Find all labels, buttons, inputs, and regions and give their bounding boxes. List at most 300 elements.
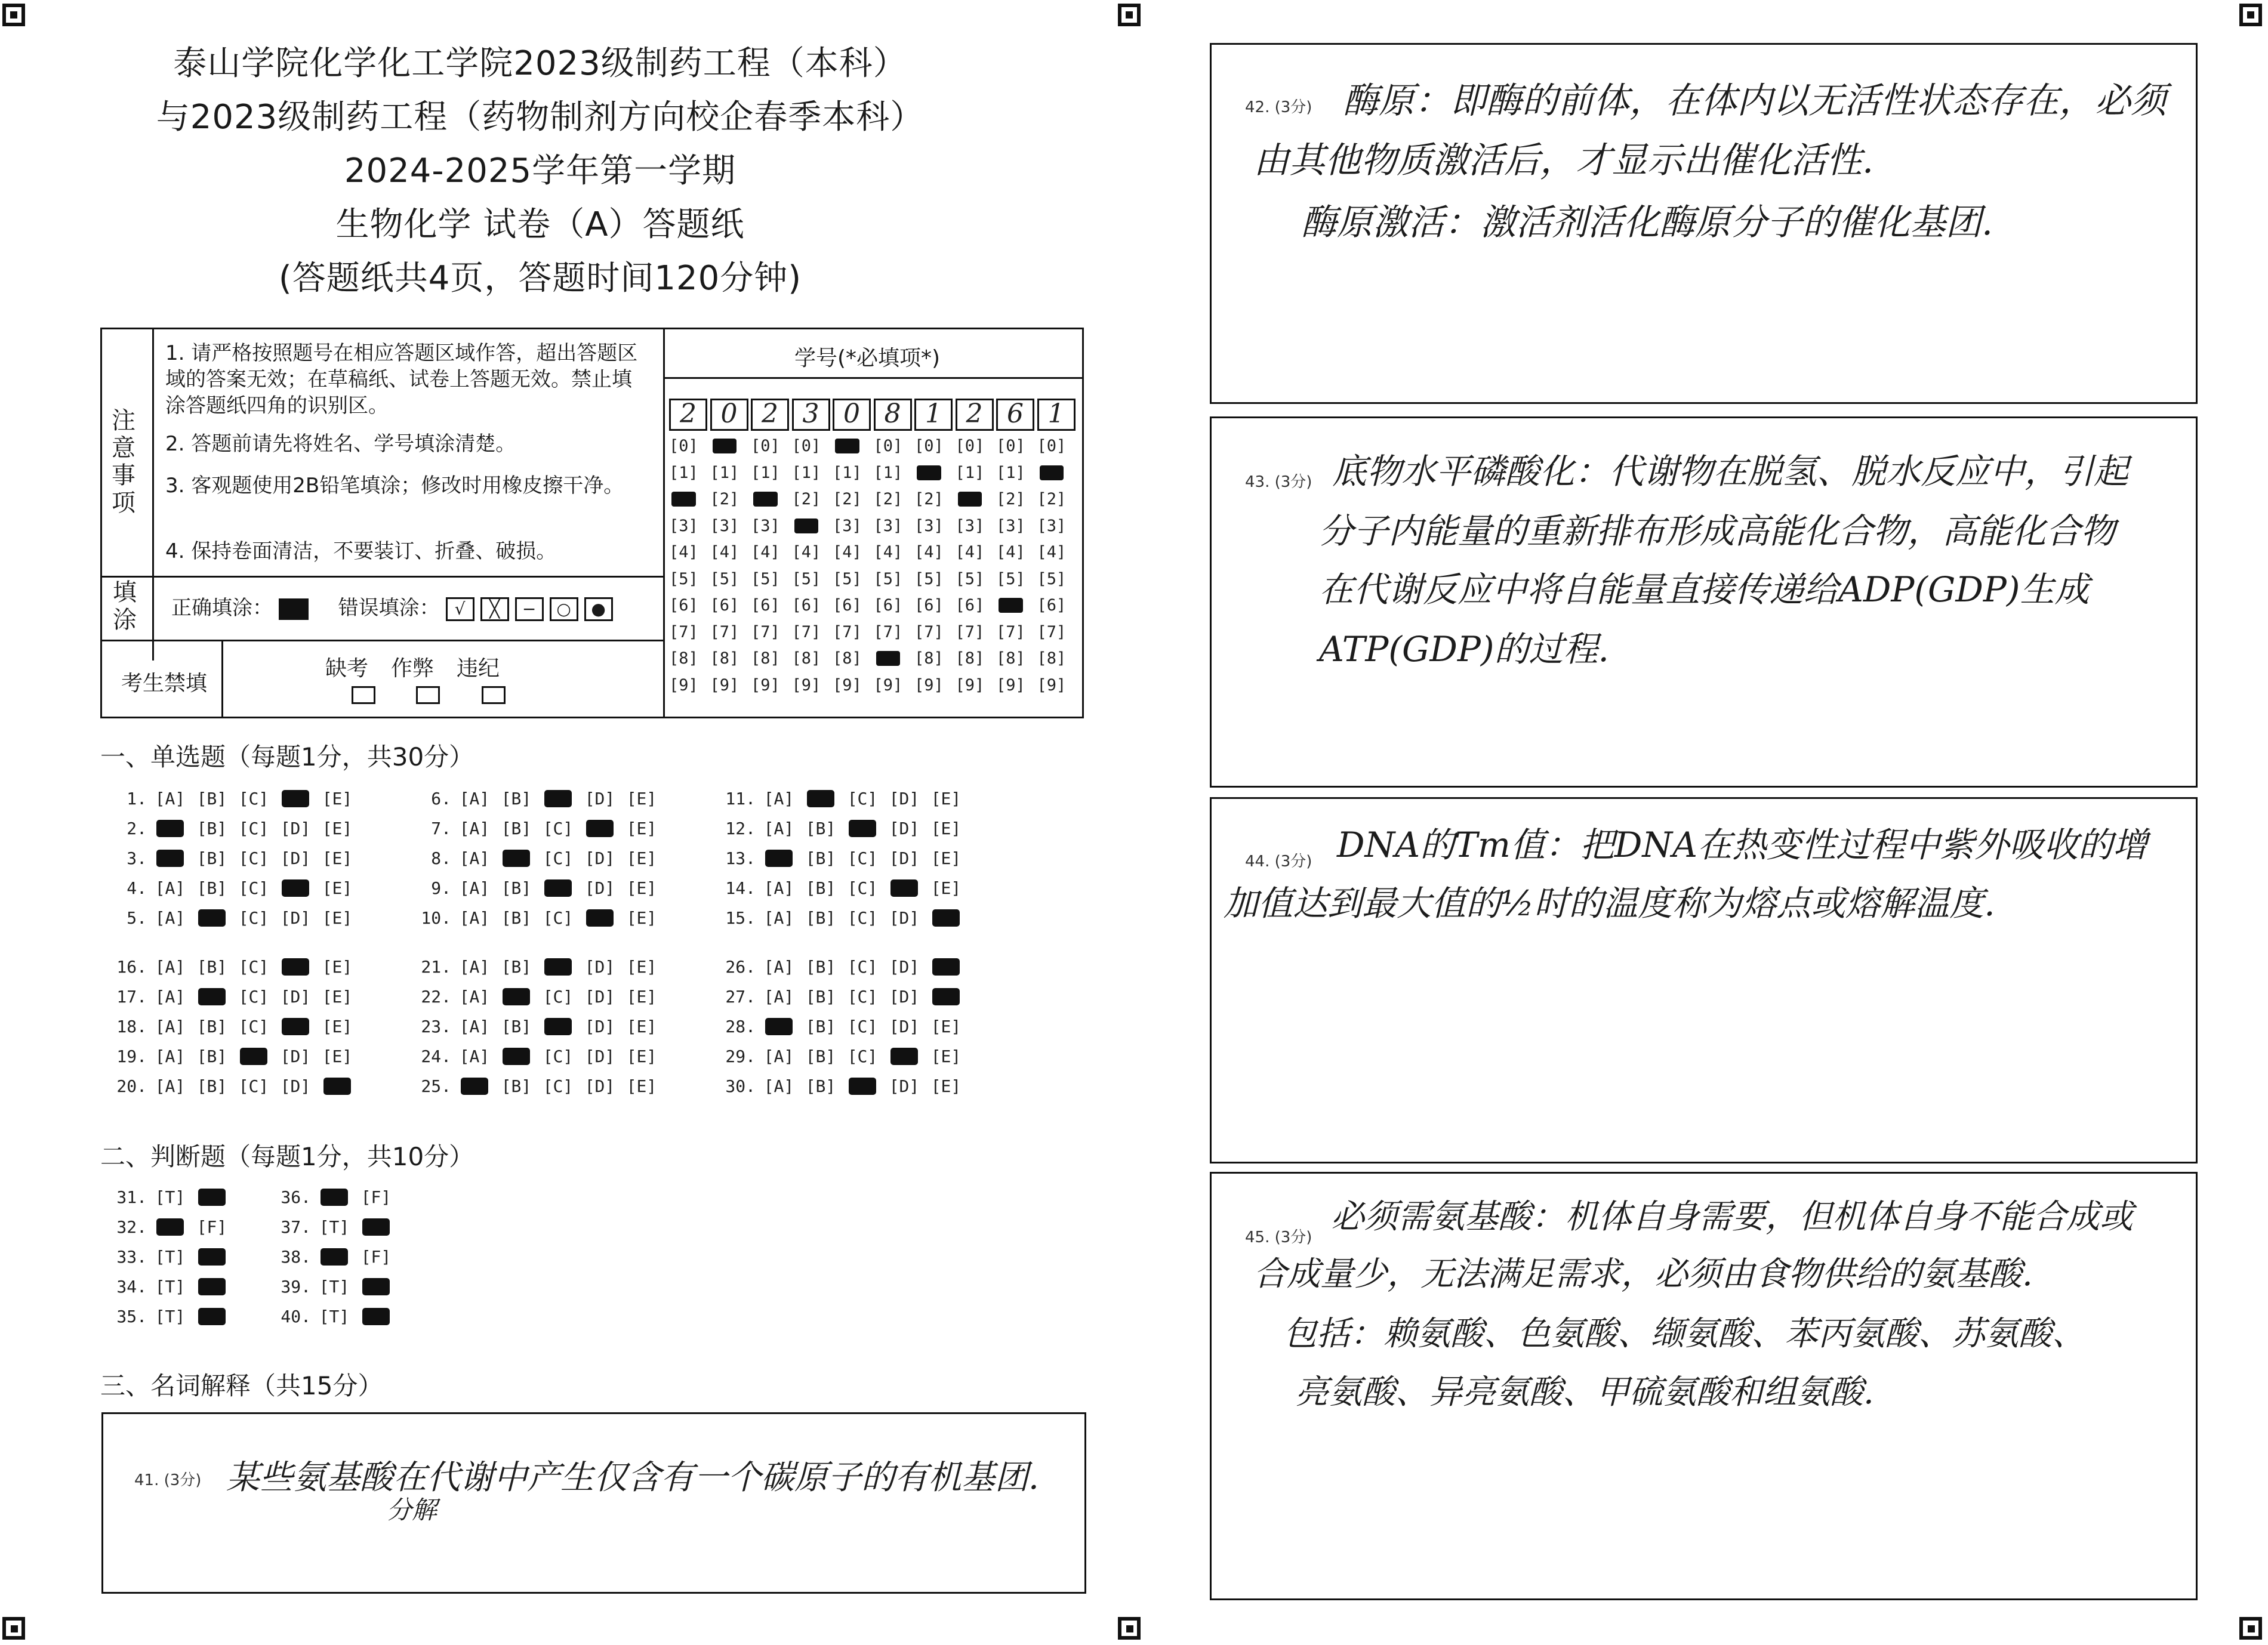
answer-bubble-c[interactable]: [C] bbox=[847, 789, 878, 808]
answer-bubble-d[interactable] bbox=[275, 957, 316, 977]
answer-bubble-d[interactable]: [D] bbox=[889, 819, 920, 838]
student-id-bubble[interactable]: [7] bbox=[669, 622, 698, 641]
answer-bubble-e[interactable]: [E] bbox=[626, 819, 657, 838]
student-id-bubble[interactable]: [8] bbox=[955, 649, 985, 668]
answer-bubble-f[interactable] bbox=[355, 1217, 397, 1237]
answer-bubble-a[interactable] bbox=[149, 848, 191, 868]
answer-bubble-e[interactable]: [E] bbox=[322, 878, 353, 898]
answer-bubble-b[interactable]: [B] bbox=[501, 1076, 532, 1096]
student-id-bubble[interactable]: [2] bbox=[1037, 490, 1067, 508]
answer-box-43[interactable] bbox=[1210, 416, 2198, 788]
mc-question-row bbox=[107, 957, 358, 977]
student-id-title: 学号(*必填项*) bbox=[794, 346, 941, 371]
student-id-bubble[interactable]: [7] bbox=[914, 622, 944, 641]
student-id-bubble[interactable]: [1] bbox=[955, 463, 985, 482]
answer-bubble-e[interactable] bbox=[925, 987, 967, 1007]
student-id-bubble[interactable]: [4] bbox=[1037, 543, 1067, 561]
answer-bubble-e[interactable]: [E] bbox=[322, 789, 353, 808]
answer-bubble-c[interactable] bbox=[537, 789, 579, 808]
answer-bubble-t[interactable]: [T] bbox=[155, 1187, 186, 1207]
answer-bubble-e[interactable]: [E] bbox=[626, 908, 657, 928]
student-id-bubble[interactable] bbox=[792, 517, 821, 536]
answer-bubble-a[interactable]: [A] bbox=[155, 987, 186, 1007]
answer-bubble-d[interactable]: [D] bbox=[889, 1076, 920, 1096]
answer-bubble-d[interactable]: [D] bbox=[584, 878, 615, 898]
ban-checkbox-absent[interactable] bbox=[352, 686, 375, 704]
answer-bubble-d[interactable]: [D] bbox=[889, 908, 920, 928]
answer-bubble-c[interactable]: [C] bbox=[543, 819, 574, 838]
student-id-bubble[interactable]: [5] bbox=[996, 569, 1025, 588]
answer-bubble-f[interactable] bbox=[191, 1247, 233, 1267]
student-id-bubble[interactable]: [1] bbox=[833, 463, 862, 482]
answer-box-41[interactable] bbox=[101, 1412, 1086, 1594]
answer-bubble-a[interactable]: [A] bbox=[459, 848, 490, 868]
student-id-bubble[interactable]: [6] bbox=[833, 596, 862, 615]
answer-bubble-d[interactable]: [D] bbox=[584, 987, 615, 1007]
student-id-bubble[interactable] bbox=[914, 464, 944, 483]
student-id-bubble[interactable]: [6] bbox=[1037, 596, 1067, 615]
student-id-bubble[interactable]: [9] bbox=[669, 675, 698, 695]
student-id-bubble[interactable]: [7] bbox=[833, 622, 862, 641]
answer-bubble-a[interactable] bbox=[454, 1076, 495, 1096]
answer-bubble-b[interactable]: [B] bbox=[805, 957, 836, 977]
answer-bubble-c[interactable]: [C] bbox=[847, 848, 878, 868]
answer-bubble-c[interactable] bbox=[233, 1047, 275, 1066]
student-id-bubble[interactable]: [0] bbox=[955, 437, 985, 455]
student-id-bubble[interactable]: [6] bbox=[710, 596, 739, 615]
answer-bubble-c[interactable] bbox=[842, 1076, 883, 1096]
answer-bubble-a[interactable]: [A] bbox=[459, 819, 490, 838]
student-id-bubble[interactable]: [5] bbox=[873, 569, 903, 588]
answer-bubble-a[interactable]: [A] bbox=[763, 1047, 794, 1066]
answer-bubble-d[interactable] bbox=[883, 1047, 925, 1066]
mc-question-row bbox=[716, 789, 967, 808]
answer-bubble-b[interactable]: [B] bbox=[501, 957, 532, 977]
student-id-bubble[interactable]: [6] bbox=[791, 596, 821, 615]
answer-bubble-f[interactable] bbox=[355, 1307, 397, 1326]
answer-bubble-c[interactable]: [C] bbox=[847, 987, 878, 1007]
answer-bubble-a[interactable]: [A] bbox=[155, 908, 186, 928]
answer-bubble-d[interactable]: [D] bbox=[280, 987, 311, 1007]
mc-question-row bbox=[716, 908, 967, 928]
answer-bubble-a[interactable]: [A] bbox=[763, 819, 794, 838]
answer-bubble-d[interactable] bbox=[275, 878, 316, 898]
student-id-bubble[interactable]: [5] bbox=[914, 569, 944, 588]
answer-bubble-e[interactable]: [E] bbox=[626, 1017, 657, 1036]
answer-bubble-d[interactable]: [D] bbox=[584, 848, 615, 868]
answer-bubble-d[interactable]: [D] bbox=[889, 789, 920, 808]
answer-bubble-c[interactable] bbox=[537, 1017, 579, 1036]
student-id-bubble[interactable]: [4] bbox=[669, 543, 698, 561]
answer-bubble-e[interactable]: [E] bbox=[930, 848, 962, 868]
answer-bubble-c[interactable]: [C] bbox=[543, 1076, 574, 1096]
answer-bubble-c[interactable]: [C] bbox=[238, 819, 269, 838]
student-id-bubble[interactable]: [6] bbox=[873, 596, 903, 615]
answer-bubble-d[interactable] bbox=[275, 1017, 316, 1036]
answer-bubble-a[interactable]: [A] bbox=[459, 878, 490, 898]
answer-bubble-c[interactable]: [C] bbox=[543, 908, 574, 928]
student-id-bubble[interactable]: [5] bbox=[710, 569, 739, 588]
answer-bubble-d[interactable] bbox=[579, 908, 621, 928]
student-id-digit: 0 bbox=[710, 399, 748, 431]
answer-bubble-d[interactable]: [D] bbox=[584, 789, 615, 808]
student-id-bubble[interactable]: [9] bbox=[751, 675, 780, 695]
answer-bubble-e[interactable]: [E] bbox=[626, 878, 657, 898]
answer-bubble-b[interactable] bbox=[495, 848, 537, 868]
student-id-bubble[interactable]: [9] bbox=[996, 675, 1025, 695]
answer-bubble-t[interactable]: [T] bbox=[155, 1307, 186, 1326]
mc-question-row bbox=[716, 1017, 967, 1036]
answer-bubble-c[interactable]: [C] bbox=[847, 1047, 878, 1066]
answer-bubble-d[interactable]: [D] bbox=[584, 1076, 615, 1096]
answer-bubble-e[interactable]: [E] bbox=[626, 848, 657, 868]
answer-bubble-b[interactable]: [B] bbox=[805, 908, 836, 928]
answer-bubble-a[interactable]: [A] bbox=[763, 1076, 794, 1096]
student-id-bubble[interactable] bbox=[996, 596, 1025, 615]
answer-bubble-e[interactable]: [E] bbox=[322, 1017, 353, 1036]
student-id-bubble[interactable]: [1] bbox=[710, 463, 739, 482]
answer-bubble-c[interactable]: [C] bbox=[847, 1017, 878, 1036]
answer-bubble-b[interactable]: [B] bbox=[196, 848, 227, 868]
student-id-bubble[interactable]: [5] bbox=[833, 569, 862, 588]
answer-bubble-d[interactable]: [D] bbox=[889, 987, 920, 1007]
student-id-bubble[interactable]: [6] bbox=[914, 596, 944, 615]
answer-bubble-f[interactable] bbox=[355, 1277, 397, 1297]
answer-bubble-b[interactable]: [B] bbox=[196, 789, 227, 808]
student-id-bubble[interactable]: [7] bbox=[955, 622, 985, 641]
answer-bubble-e[interactable]: [E] bbox=[930, 789, 962, 808]
student-id-bubble[interactable]: [8] bbox=[669, 649, 698, 668]
student-id-bubble[interactable]: [5] bbox=[669, 569, 698, 588]
answer-bubble-a[interactable]: [A] bbox=[155, 1076, 186, 1096]
answer-bubble-c[interactable]: [C] bbox=[238, 848, 269, 868]
student-id-bubble[interactable] bbox=[751, 490, 780, 509]
student-id-bubble[interactable]: [7] bbox=[996, 622, 1025, 641]
answer-bubble-b[interactable]: [B] bbox=[805, 987, 836, 1007]
student-id-bubble[interactable]: [0] bbox=[1037, 437, 1067, 455]
answer-bubble-t[interactable] bbox=[313, 1187, 355, 1207]
mc-question-row bbox=[412, 819, 662, 838]
student-id-bubble[interactable] bbox=[874, 649, 903, 668]
answer-bubble-t[interactable]: [T] bbox=[155, 1277, 186, 1297]
answer-bubble-e[interactable]: [E] bbox=[626, 1047, 657, 1066]
answer-bubble-a[interactable]: [A] bbox=[459, 957, 490, 977]
student-id-bubble[interactable]: [1] bbox=[669, 463, 698, 482]
student-id-bubble[interactable]: [2] bbox=[873, 490, 903, 508]
student-id-digit: 8 bbox=[874, 399, 912, 431]
answer-bubble-d[interactable] bbox=[275, 789, 316, 808]
answer-bubble-b[interactable]: [B] bbox=[805, 1047, 836, 1066]
question-number: 3. bbox=[127, 848, 147, 868]
answer-bubble-c[interactable]: [C] bbox=[238, 789, 269, 808]
answer-bubble-b[interactable] bbox=[191, 987, 233, 1007]
student-id-bubble[interactable]: [2] bbox=[996, 490, 1025, 508]
answer-bubble-d[interactable]: [D] bbox=[889, 1017, 920, 1036]
answer-bubble-c[interactable]: [C] bbox=[543, 987, 574, 1007]
answer-bubble-a[interactable]: [A] bbox=[155, 957, 186, 977]
answer-bubble-c[interactable]: [C] bbox=[238, 1076, 269, 1096]
answer-bubble-f[interactable] bbox=[191, 1277, 233, 1297]
answer-bubble-a[interactable]: [A] bbox=[763, 789, 794, 808]
answer-bubble-d[interactable]: [D] bbox=[280, 848, 311, 868]
answer-bubble-c[interactable] bbox=[842, 819, 883, 838]
answer-bubble-t[interactable]: [T] bbox=[319, 1277, 350, 1297]
answer-bubble-b[interactable]: [B] bbox=[501, 878, 532, 898]
student-id-bubble[interactable]: [0] bbox=[996, 437, 1025, 455]
mc-question-row bbox=[412, 1076, 662, 1096]
answer-bubble-a[interactable] bbox=[149, 819, 191, 838]
answer-bubble-d[interactable]: [D] bbox=[280, 908, 311, 928]
student-id-bubble[interactable]: [9] bbox=[955, 675, 985, 695]
answer-bubble-a[interactable]: [A] bbox=[459, 789, 490, 808]
answer-bubble-a[interactable]: [A] bbox=[459, 987, 490, 1007]
handwritten-answer-line: 合成量少，无法满足需求，必须由食物供给的氨基酸. bbox=[1253, 1255, 2033, 1294]
answer-bubble-a[interactable] bbox=[758, 1017, 800, 1036]
answer-bubble-f[interactable]: [F] bbox=[196, 1217, 227, 1237]
student-id-bubble[interactable]: [1] bbox=[873, 463, 903, 482]
answer-bubble-c[interactable]: [C] bbox=[238, 908, 269, 928]
student-id-bubble[interactable]: [3] bbox=[1037, 516, 1067, 535]
answer-bubble-b[interactable]: [B] bbox=[805, 878, 836, 898]
student-id-bubble[interactable]: [7] bbox=[1037, 622, 1067, 641]
student-id-bubble[interactable]: [2] bbox=[791, 490, 821, 508]
answer-bubble-b[interactable]: [B] bbox=[805, 848, 836, 868]
notice-item: 2. 答题前请先将姓名、学号填涂清楚。 bbox=[165, 432, 516, 456]
answer-bubble-b[interactable]: [B] bbox=[196, 1047, 227, 1066]
student-id-bubble[interactable]: [2] bbox=[833, 490, 862, 508]
answer-bubble-t[interactable]: [T] bbox=[319, 1217, 350, 1237]
ban-checkbox-cheating[interactable] bbox=[416, 686, 440, 704]
student-id-bubble[interactable]: [4] bbox=[833, 543, 862, 561]
answer-bubble-c[interactable]: [C] bbox=[543, 1047, 574, 1066]
answer-bubble-b[interactable] bbox=[800, 789, 842, 808]
answer-bubble-b[interactable]: [B] bbox=[501, 819, 532, 838]
answer-bubble-d[interactable]: [D] bbox=[280, 1047, 311, 1066]
student-id-bubble[interactable]: [3] bbox=[955, 516, 985, 535]
answer-bubble-e[interactable]: [E] bbox=[930, 1017, 962, 1036]
answer-bubble-a[interactable]: [A] bbox=[459, 1017, 490, 1036]
answer-bubble-b[interactable]: [B] bbox=[805, 1076, 836, 1096]
answer-bubble-e[interactable]: [E] bbox=[322, 987, 353, 1007]
student-id-bubble[interactable]: [9] bbox=[873, 675, 903, 695]
student-id-bubble[interactable]: [9] bbox=[833, 675, 862, 695]
student-id-bubble[interactable]: [9] bbox=[1037, 675, 1067, 695]
answer-bubble-c[interactable]: [C] bbox=[238, 878, 269, 898]
answer-bubble-a[interactable]: [A] bbox=[155, 1017, 186, 1036]
answer-bubble-t[interactable]: [T] bbox=[155, 1247, 186, 1267]
student-id-bubble[interactable]: [6] bbox=[955, 596, 985, 615]
answer-bubble-a[interactable]: [A] bbox=[763, 878, 794, 898]
corner-marker-icon bbox=[2, 4, 25, 26]
student-id-bubble[interactable] bbox=[1037, 464, 1067, 483]
answer-bubble-e[interactable]: [E] bbox=[930, 819, 962, 838]
answer-bubble-e[interactable]: [E] bbox=[626, 987, 657, 1007]
answer-bubble-a[interactable]: [A] bbox=[155, 1047, 186, 1066]
student-id-bubble[interactable]: [0] bbox=[873, 437, 903, 455]
ban-checkbox-violation[interactable] bbox=[482, 686, 506, 704]
answer-bubble-a[interactable]: [A] bbox=[763, 957, 794, 977]
student-id-bubble[interactable]: [4] bbox=[791, 543, 821, 561]
answer-bubble-d[interactable]: [D] bbox=[889, 957, 920, 977]
answer-bubble-e[interactable]: [E] bbox=[930, 1076, 962, 1096]
answer-bubble-f[interactable] bbox=[191, 1187, 233, 1207]
answer-bubble-c[interactable] bbox=[537, 878, 579, 898]
answer-bubble-d[interactable]: [D] bbox=[584, 1017, 615, 1036]
answer-bubble-e[interactable]: [E] bbox=[930, 1047, 962, 1066]
answer-bubble-e[interactable]: [E] bbox=[626, 957, 657, 977]
answer-bubble-c[interactable]: [C] bbox=[847, 908, 878, 928]
answer-bubble-e[interactable]: [E] bbox=[322, 957, 353, 977]
student-id-bubble[interactable]: [3] bbox=[833, 516, 862, 535]
student-id-bubble[interactable]: [5] bbox=[1037, 569, 1067, 588]
answer-bubble-e[interactable] bbox=[925, 908, 967, 928]
answer-bubble-c[interactable] bbox=[537, 957, 579, 977]
answer-bubble-b[interactable]: [B] bbox=[196, 957, 227, 977]
answer-bubble-b[interactable]: [B] bbox=[196, 819, 227, 838]
student-id-bubble[interactable]: [4] bbox=[914, 543, 944, 561]
student-id-bubble[interactable]: [3] bbox=[873, 516, 903, 535]
answer-bubble-c[interactable]: [C] bbox=[847, 878, 878, 898]
student-id-bubble[interactable]: [7] bbox=[710, 622, 739, 641]
student-id-bubble[interactable]: [6] bbox=[669, 596, 698, 615]
corner-marker-icon bbox=[2, 1617, 25, 1640]
student-id-bubble[interactable]: [8] bbox=[996, 649, 1025, 668]
answer-bubble-b[interactable]: [B] bbox=[501, 908, 532, 928]
student-id-bubble[interactable]: [7] bbox=[791, 622, 821, 641]
student-id-bubble[interactable]: [2] bbox=[914, 490, 944, 508]
answer-bubble-f[interactable]: [F] bbox=[360, 1247, 392, 1267]
student-id-bubble[interactable]: [0] bbox=[751, 437, 780, 455]
answer-bubble-d[interactable]: [D] bbox=[889, 848, 920, 868]
student-id-bubble[interactable]: [8] bbox=[791, 649, 821, 668]
student-id-bubble[interactable]: [5] bbox=[751, 569, 780, 588]
question-number: 20. bbox=[116, 1076, 147, 1096]
student-id-bubble[interactable]: [3] bbox=[996, 516, 1025, 535]
handwritten-answer-line: 由其他物质激活后，才显示出催化活性. bbox=[1253, 140, 1874, 181]
answer-bubble-b[interactable] bbox=[495, 1047, 537, 1066]
student-id-bubble[interactable] bbox=[833, 437, 862, 456]
student-id-bubble[interactable]: [9] bbox=[914, 675, 944, 695]
answer-bubble-t[interactable] bbox=[313, 1247, 355, 1267]
answer-bubble-e[interactable]: [E] bbox=[626, 1076, 657, 1096]
answer-bubble-a[interactable]: [A] bbox=[155, 789, 186, 808]
answer-bubble-f[interactable]: [F] bbox=[360, 1187, 392, 1207]
student-id-bubble[interactable]: [6] bbox=[751, 596, 780, 615]
answer-bubble-c[interactable]: [C] bbox=[847, 957, 878, 977]
student-id-bubble[interactable]: [7] bbox=[751, 622, 780, 641]
answer-bubble-a[interactable]: [A] bbox=[763, 908, 794, 928]
student-id-bubble[interactable]: [8] bbox=[751, 649, 780, 668]
answer-bubble-b[interactable]: [B] bbox=[196, 878, 227, 898]
fill-label bbox=[113, 579, 143, 634]
student-id-bubble[interactable]: [8] bbox=[833, 649, 862, 668]
student-id-bubble[interactable]: [7] bbox=[873, 622, 903, 641]
answer-bubble-a[interactable] bbox=[758, 848, 800, 868]
student-id-bubble[interactable]: [8] bbox=[914, 649, 944, 668]
student-id-bubble[interactable]: [4] bbox=[710, 543, 739, 561]
answer-bubble-d[interactable] bbox=[579, 819, 621, 838]
answer-box-44[interactable] bbox=[1210, 797, 2198, 1163]
corner-marker-icon bbox=[2239, 1617, 2262, 1640]
answer-bubble-c[interactable]: [C] bbox=[238, 987, 269, 1007]
handwritten-answer-line: 在代谢反应中将自能量直接传递给ADP(GDP)生成 bbox=[1319, 569, 2090, 610]
student-id-bubble[interactable]: [8] bbox=[1037, 649, 1067, 668]
student-id-bubble[interactable]: [4] bbox=[751, 543, 780, 561]
answer-bubble-e[interactable] bbox=[316, 1076, 358, 1096]
student-id-bubble[interactable]: [5] bbox=[791, 569, 821, 588]
answer-bubble-e[interactable]: [E] bbox=[322, 848, 353, 868]
answer-bubble-c[interactable]: [C] bbox=[238, 957, 269, 977]
student-id-bubble[interactable]: [1] bbox=[751, 463, 780, 482]
student-id-bubble[interactable]: [0] bbox=[791, 437, 821, 455]
answer-bubble-e[interactable]: [E] bbox=[930, 878, 962, 898]
wrong-fill-label: 错误填涂： bbox=[338, 596, 440, 620]
student-id-bubble[interactable] bbox=[710, 437, 739, 456]
student-id-bubble[interactable]: [0] bbox=[914, 437, 944, 455]
answer-bubble-e[interactable]: [E] bbox=[322, 1047, 353, 1066]
student-id-bubble[interactable]: [3] bbox=[914, 516, 944, 535]
answer-bubble-d[interactable] bbox=[883, 878, 925, 898]
student-id-bubble[interactable]: [8] bbox=[710, 649, 739, 668]
student-id-bubble[interactable]: [2] bbox=[710, 490, 739, 508]
answer-bubble-d[interactable]: [D] bbox=[584, 957, 615, 977]
answer-bubble-b[interactable]: [B] bbox=[501, 1017, 532, 1036]
answer-bubble-e[interactable] bbox=[925, 957, 967, 977]
answer-bubble-t[interactable] bbox=[149, 1217, 191, 1237]
answer-bubble-d[interactable]: [D] bbox=[584, 1047, 615, 1066]
answer-bubble-e[interactable]: [E] bbox=[322, 819, 353, 838]
answer-bubble-a[interactable]: [A] bbox=[459, 1047, 490, 1066]
student-id-bubble[interactable]: [5] bbox=[955, 569, 985, 588]
answer-bubble-d[interactable]: [D] bbox=[280, 819, 311, 838]
answer-bubble-t[interactable]: [T] bbox=[319, 1307, 350, 1326]
answer-bubble-e[interactable]: [E] bbox=[322, 908, 353, 928]
question-label: 42. (3分) bbox=[1245, 98, 1312, 116]
student-id-bubble[interactable] bbox=[669, 490, 698, 509]
answer-bubble-b[interactable]: [B] bbox=[805, 819, 836, 838]
answer-bubble-b[interactable]: [B] bbox=[805, 1017, 836, 1036]
answer-bubble-b[interactable] bbox=[495, 987, 537, 1007]
answer-bubble-c[interactable]: [C] bbox=[238, 1017, 269, 1036]
answer-bubble-a[interactable]: [A] bbox=[763, 987, 794, 1007]
answer-bubble-a[interactable]: [A] bbox=[155, 878, 186, 898]
student-id-bubble[interactable]: [1] bbox=[996, 463, 1025, 482]
answer-bubble-c[interactable]: [C] bbox=[543, 848, 574, 868]
student-id-bubble[interactable]: [3] bbox=[669, 516, 698, 535]
student-id-bubble[interactable]: [9] bbox=[791, 675, 821, 695]
answer-bubble-b[interactable]: [B] bbox=[501, 789, 532, 808]
student-id-bubble[interactable]: [4] bbox=[873, 543, 903, 561]
corner-marker-icon bbox=[1118, 4, 1141, 26]
answer-box-42[interactable] bbox=[1210, 43, 2198, 404]
student-id-bubble[interactable]: [3] bbox=[710, 516, 739, 535]
answer-bubble-b[interactable]: [B] bbox=[196, 1017, 227, 1036]
answer-bubble-e[interactable]: [E] bbox=[626, 789, 657, 808]
answer-bubble-f[interactable] bbox=[191, 1307, 233, 1326]
answer-bubble-a[interactable]: [A] bbox=[459, 908, 490, 928]
student-id-bubble[interactable]: [1] bbox=[791, 463, 821, 482]
answer-bubble-b[interactable] bbox=[191, 908, 233, 928]
answer-box-45[interactable] bbox=[1210, 1172, 2198, 1600]
answer-bubble-d[interactable]: [D] bbox=[280, 1076, 311, 1096]
student-id-bubble[interactable] bbox=[956, 490, 985, 509]
student-id-bubble[interactable]: [4] bbox=[996, 543, 1025, 561]
student-id-bubble[interactable]: [3] bbox=[751, 516, 780, 535]
student-id-bubble[interactable]: [0] bbox=[669, 437, 698, 455]
answer-bubble-b[interactable]: [B] bbox=[196, 1076, 227, 1096]
student-id-bubble[interactable]: [4] bbox=[955, 543, 985, 561]
student-id-bubble[interactable]: [9] bbox=[710, 675, 739, 695]
